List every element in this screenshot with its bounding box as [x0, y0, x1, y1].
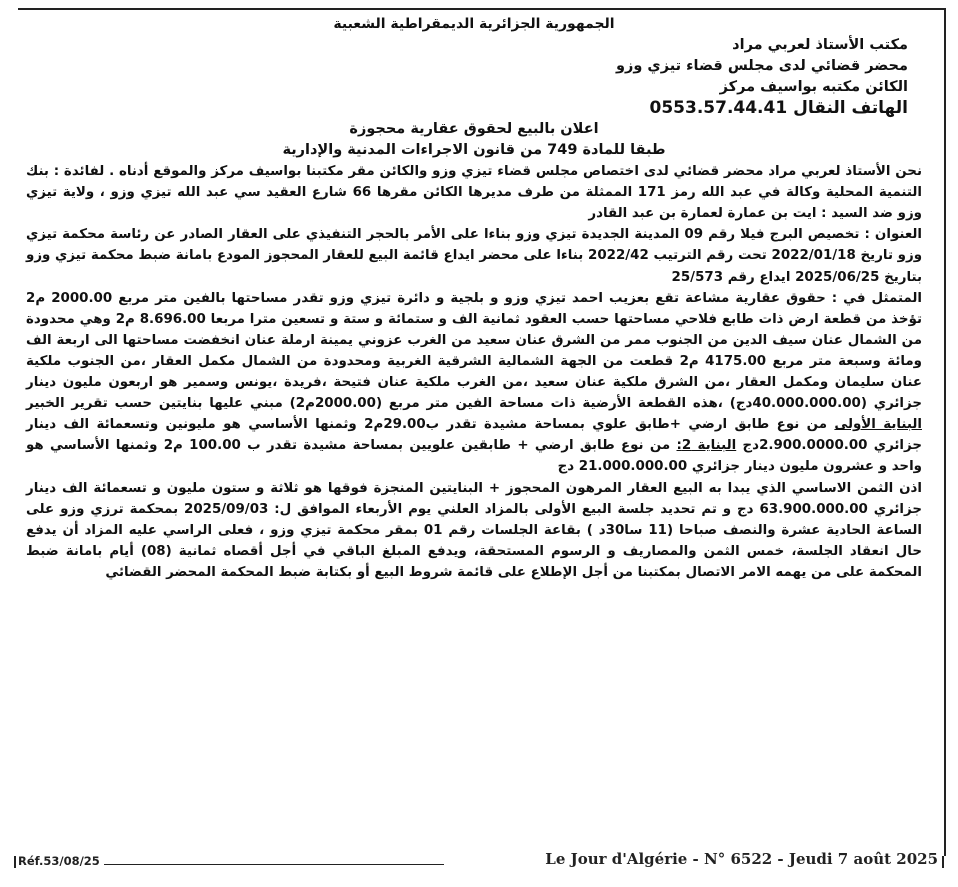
footer-corner-right [942, 856, 944, 868]
paragraph-parties: نحن الأستاذ لعربي مراد محضر قضائي لدى اختصاص مجلس قضاء تيزي وزو والكائن مقر مكتبنا بواسيف مركز والموقع أدناه . لفائدة : بنك التنمية المحلية وكالة في عبد الله رمز 171 الممثلة من طرف مديرها الكائن مقرها 66 شارع العقيد سي عبد الله تيزي وزو ، ولاية تيزي وزو ضد السيد : ايت بن عمارة لعمارة بن عبد القادر [26, 164, 922, 222]
footer-rule [104, 864, 444, 865]
republic-header: الجمهورية الجزائرية الديمقراطية الشعبية [333, 16, 615, 32]
notice-title: اعلان بالبيع لحقوق عقارية محجوزة [349, 121, 599, 138]
publication-info: Le Jour d'Algérie - N° 6522 - Jeudi 7 août 2025 [545, 850, 938, 868]
building-two-label: البناية 2: [676, 438, 737, 454]
notice-body [26, 161, 922, 583]
paragraph-address: العنوان : تخصيص البرج فيلا رقم 09 المدينة الجديدة تيزي وزو بناءا على الأمر بالحجر التنفيذي على العقار الصادر عن رئاسة محكمة تيزي وزو تاريخ 2022/01/18 تحت رقم الترتيب 2022/42 بناءا على محضر ايداع قائمة البيع للعقار المحجوز المودع بامانة ضبط محكمة تيزي وزو بتاريخ 2025/06/25 ايداع رقم 25/573 [26, 227, 923, 285]
office-title: محضر قضائي لدى مجلس قضاء تيزي وزو [615, 58, 908, 75]
office-address: الكائن مكتبه بواسيف مركز [719, 79, 908, 96]
footer-corner-left [14, 856, 16, 868]
paragraph-sale-terms: اذن الثمن الاساسي الذي يبدا به البيع العقار المرهون المحجوز + البنايتين المنجزة فوقها هو ثلاثة و ستون مليون و تسعمائة الف دينار جزائري 63.900.000.00 دج و تم تحديد جلسة البيع الأولى بالمزاد العلني يوم الأربعاء الموافق ل: 2025/09/03 بمحكمة ترزي وزو على الساعة الحادية عشرة والنصف صباحا (11 سا30د ) بقاعة الجلسات رقم 01 بمقر محكمة تيزي وزو ، فعلى الراسي عليه المزاد أن يدفع حال انعقاد الجلسة، خمس الثمن والمصاريف و الرسوم المستحقة، ويدفع المبلغ الباقي في أجل أقصاه ثمانية (08) أيام بامانة ضبط المحكمة على من يهمه الامر الاتصال بمكتبنا من أجل الإطلاع على قائمة شروط البيع أو بكتابة ضبط المحكمة المحضر القضائي [26, 480, 922, 580]
building-one-label: البناية الأولى [834, 417, 922, 433]
notice-subtitle: طبقا للمادة 749 من قانون الاجراءات المدنية والإدارية [282, 142, 666, 159]
building-one-text: من نوع طابق ارضي +طابق علوي بمساحة مشيدة تقدر ب29.00م2 وثمنها الأساسي هو مليونين وتسعمائة الف دينار جزائري 2.900.0000.00دج [26, 417, 922, 454]
paragraph-property [26, 288, 922, 478]
office-name: مكتب الأستاذ لعربي مراد [732, 37, 908, 54]
page-footer [14, 850, 944, 874]
property-text: المتمثل في : حقوق عقارية مشاعة تقع بعزيب احمد تيزي وزو و بلجية و دائرة تيزي وزو تقدر مساحتها بالفين متر مربع 2000.00 م2 تؤخذ من قطعة ارض ذات طابع فلاحي مساحتها حسب العقود ثمانية الف و ستمائة و ستة و تسعين مترا مربعا 8.696.00 م2 وهي محدودة من الشمال عنان سيف الدين من الجنوب ممر من الشرق عنان سعيد من الغرب عزوني يمينة ارملة عنان انخفضت مساحتها الى اربعة الف ومائة وسبعة متر مربع 4175.00 م2 قطعت من الجهة الشمالية الشرقية الغربية ومحدودة من الشمال مكمل العقار ،من الجنوب ملكية عنان سليمان ومكمل العقار ،من الشرق ملكية عنان سعيد ،من الغرب ملكية عنان فتيحة ،فريدة ،يونس وسمير هو اربعون مليون دينار جزائري (40.000.000.00دج) ،هذه القطعة الأرضية ذات مساحة الفين متر مربع (2000.00م2) مبني عليها بنايتين حسب تقرير الخبير [26, 290, 923, 412]
bailiff-office-block [26, 35, 922, 119]
legal-notice [26, 14, 922, 844]
office-phone: الهاتف النقال 0553.57.44.41 [649, 98, 908, 119]
building-two-text: من نوع طابق ارضي + طابقين علويين بمساحة مشيدة تقدر ب 100.00 م2 وثمنها الأساسي هو واحد و عشرون مليون دينار جزائري 21.000.000.00 دج [26, 438, 922, 475]
reference-number: Réf.53/08/25 [18, 854, 100, 868]
